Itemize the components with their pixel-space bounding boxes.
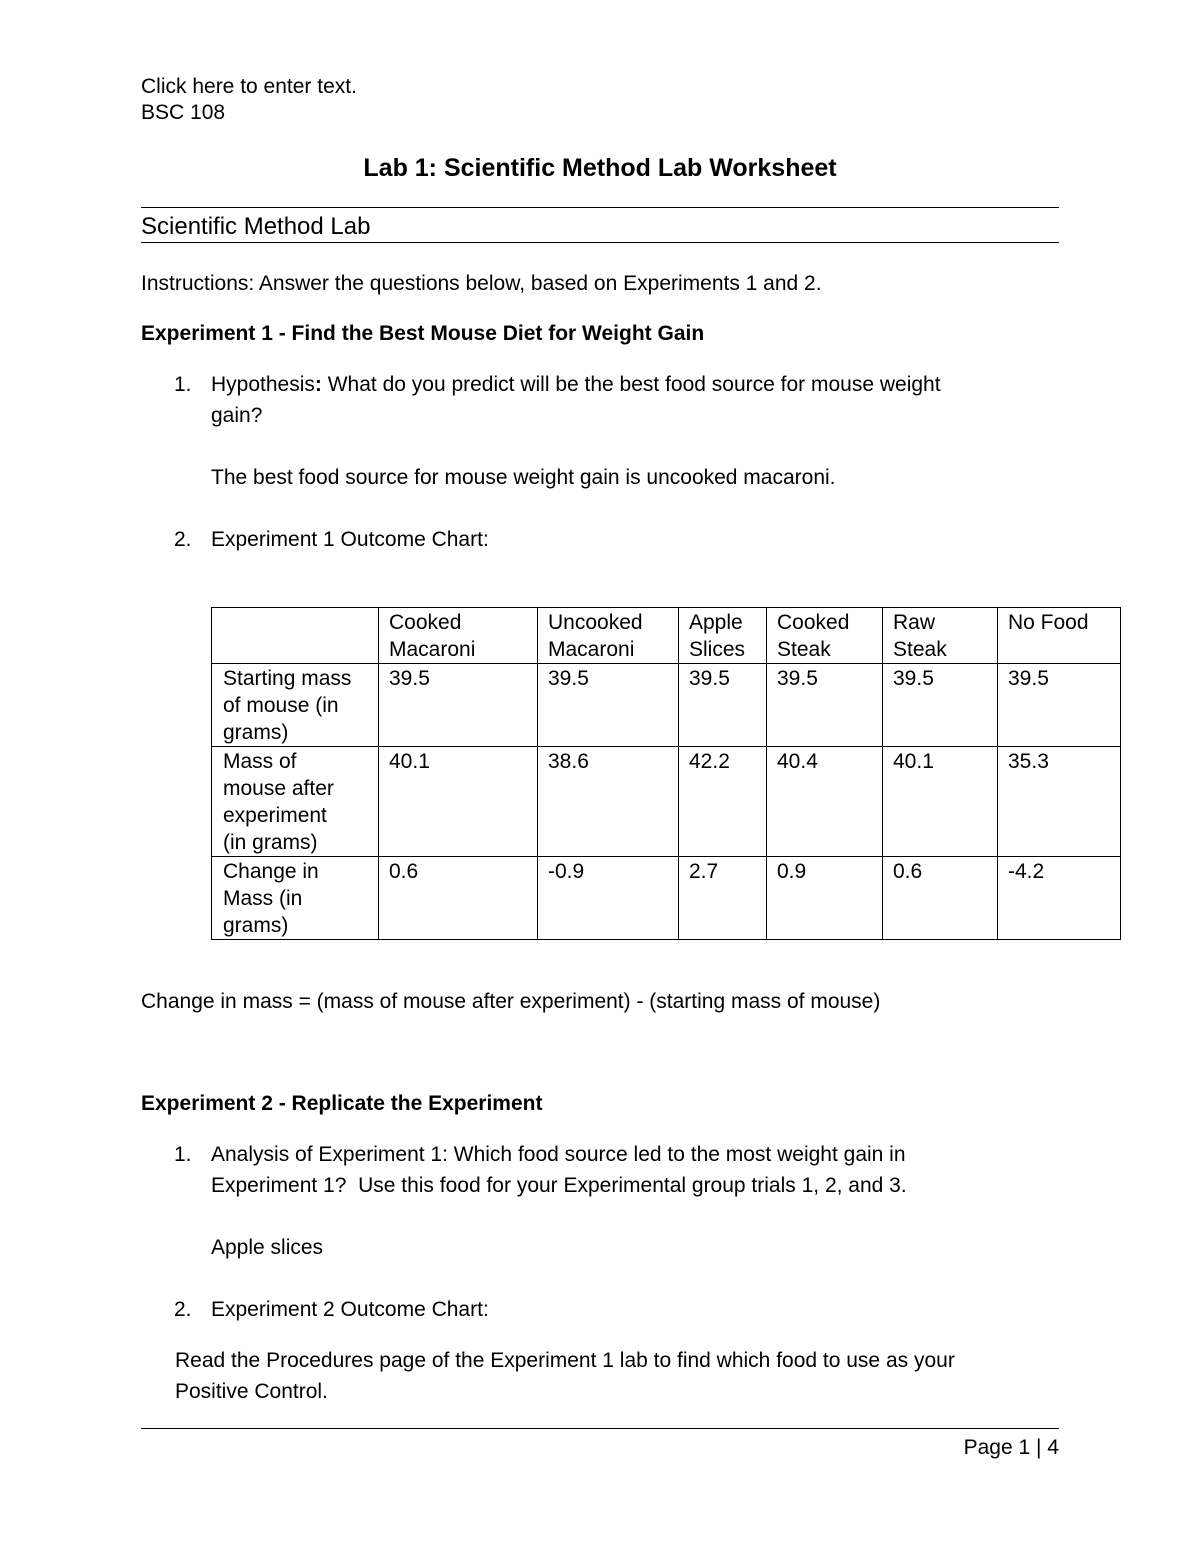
column-header-raw-steak: Raw Steak <box>883 608 998 664</box>
exp1-q1-question <box>211 369 941 400</box>
table-cell[interactable]: 39.5 <box>883 664 998 747</box>
exp2-q2-number: 2. <box>174 1298 192 1321</box>
table-cell[interactable]: 0.6 <box>883 857 998 940</box>
table-cell[interactable]: 38.6 <box>538 747 679 857</box>
exp2-q1-answer[interactable]: Apple slices <box>211 1236 324 1259</box>
page-title: Lab 1: Scientific Method Lab Worksheet <box>363 154 837 182</box>
table-cell[interactable]: 0.6 <box>379 857 538 940</box>
table-cell[interactable]: 39.5 <box>767 664 883 747</box>
table-corner-cell <box>212 608 379 664</box>
header-placeholder-text[interactable]: Click here to enter text. <box>141 75 357 98</box>
row-label-change-in-mass: Change in Mass (in grams) <box>212 857 379 940</box>
exp2-q2-note-line2: Positive Control. <box>175 1380 328 1403</box>
table-cell[interactable]: -0.9 <box>538 857 679 940</box>
table-cell[interactable]: 39.5 <box>379 664 538 747</box>
footer-rule <box>141 1428 1059 1429</box>
page-number: Page 1 | 4 <box>963 1436 1059 1459</box>
table-cell[interactable]: 39.5 <box>998 664 1121 747</box>
table-cell[interactable]: 40.1 <box>883 747 998 857</box>
table-cell[interactable]: 35.3 <box>998 747 1121 857</box>
table-cell[interactable]: 40.4 <box>767 747 883 857</box>
table-cell[interactable]: -4.2 <box>998 857 1121 940</box>
exp1-q2-text: Experiment 1 Outcome Chart: <box>211 528 489 551</box>
table-row <box>212 857 1121 940</box>
exp1-q1-answer[interactable]: The best food source for mouse weight gain is uncooked macaroni. <box>211 466 836 489</box>
table-cell[interactable]: 40.1 <box>379 747 538 857</box>
column-header-cooked-macaroni: Cooked Macaroni <box>379 608 538 664</box>
row-label-starting-mass: Starting mass of mouse (in grams) <box>212 664 379 747</box>
column-header-no-food: No Food <box>998 608 1121 664</box>
instructions-text: Instructions: Answer the questions below, based on Experiments 1 and 2. <box>141 272 822 295</box>
column-header-apple-slices: Apple Slices <box>679 608 767 664</box>
table-cell[interactable]: 0.9 <box>767 857 883 940</box>
hypothesis-colon: : <box>314 373 322 396</box>
table-header-row <box>212 608 1121 664</box>
section-heading: Scientific Method Lab <box>141 213 371 240</box>
change-in-mass-formula: Change in mass = (mass of mouse after experiment) - (starting mass of mouse) <box>141 990 881 1013</box>
exp2-q2-note-line1: Read the Procedures page of the Experiment 1 lab to find which food to use as your <box>175 1349 955 1372</box>
table-row <box>212 747 1121 857</box>
exp2-q1-number: 1. <box>174 1143 192 1166</box>
heading-top-rule <box>141 207 1059 208</box>
course-code: BSC 108 <box>141 101 226 124</box>
row-label-mass-after: Mass of mouse after experiment (in grams) <box>212 747 379 857</box>
experiment2-heading: Experiment 2 - Replicate the Experiment <box>141 1092 543 1115</box>
table-cell[interactable]: 2.7 <box>679 857 767 940</box>
table-cell[interactable]: 39.5 <box>679 664 767 747</box>
column-header-cooked-steak: Cooked Steak <box>767 608 883 664</box>
table-cell[interactable]: 42.2 <box>679 747 767 857</box>
exp2-q1-line2: Experiment 1? Use this food for your Experimental group trials 1, 2, and 3. <box>211 1174 907 1197</box>
exp1-q1-line2: gain? <box>211 404 263 427</box>
hypothesis-label: Hypothesis <box>211 373 315 396</box>
exp1-q1-line1: What do you predict will be the best food source for mouse weight <box>321 373 941 396</box>
exp2-q2-text: Experiment 2 Outcome Chart: <box>211 1298 489 1321</box>
experiment1-heading: Experiment 1 - Find the Best Mouse Diet for Weight Gain <box>141 322 705 345</box>
table-row <box>212 664 1121 747</box>
column-header-uncooked-macaroni: Uncooked Macaroni <box>538 608 679 664</box>
exp1-q2-number: 2. <box>174 528 192 551</box>
exp2-q1-line1: Analysis of Experiment 1: Which food source led to the most weight gain in <box>211 1143 906 1166</box>
exp1-q1-number: 1. <box>174 373 192 396</box>
experiment1-outcome-table <box>211 607 1121 940</box>
heading-bottom-rule <box>141 242 1059 243</box>
table-cell[interactable]: 39.5 <box>538 664 679 747</box>
